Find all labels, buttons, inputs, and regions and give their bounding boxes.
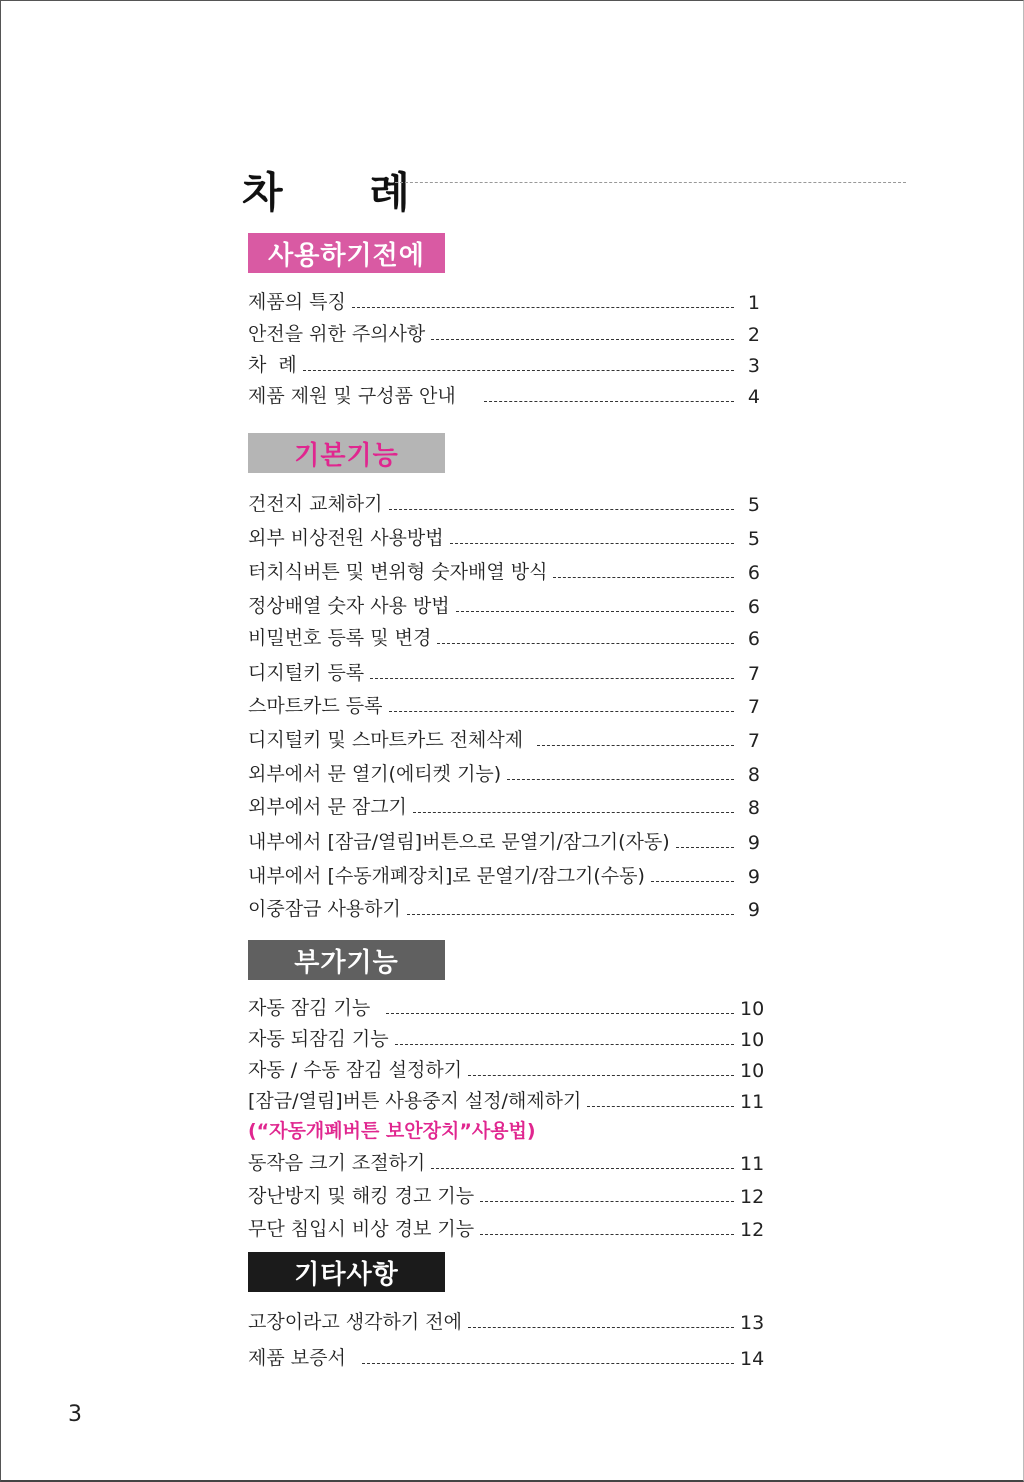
toc-row[interactable] — [248, 622, 760, 650]
toc-row[interactable] — [248, 590, 760, 618]
toc-leader — [507, 778, 734, 780]
toc-label: 제품 보증서 — [248, 1347, 346, 1369]
toc-page: 9 — [747, 866, 760, 888]
section-header-additional-functions: 부가기능 — [248, 940, 445, 980]
toc-label: 외부 비상전원 사용방법 — [248, 527, 444, 549]
page-title: 차 례 — [242, 168, 446, 217]
toc-label: 제품의 특징 — [248, 291, 346, 313]
toc-page: 9 — [747, 832, 760, 854]
toc-label: 차 례 — [248, 354, 297, 376]
toc-page: 5 — [747, 494, 760, 516]
toc-row[interactable] — [248, 657, 760, 685]
toc-label: 자동 / 수동 잠김 설정하기 — [248, 1059, 463, 1081]
toc-leader — [407, 913, 734, 915]
section-header-before-use: 사용하기전에 — [248, 233, 445, 273]
toc-label: 자동 잠김 기능 — [248, 997, 371, 1019]
toc-label: 자동 되잠김 기능 — [248, 1028, 389, 1050]
toc-label: 무단 침입시 비상 경보 기능 — [248, 1218, 475, 1240]
toc-page: 12 — [740, 1219, 765, 1241]
toc-label: 외부에서 문 열기(에티켓 기능) — [248, 763, 502, 785]
toc-label: 안전을 위한 주의사항 — [248, 323, 426, 345]
toc-row[interactable] — [248, 380, 760, 408]
toc-leader — [431, 338, 734, 340]
toc-page: 7 — [747, 696, 760, 718]
toc-label: [잠금/열림]버튼 사용중지 설정/해제하기 — [248, 1090, 582, 1112]
toc-leader — [386, 1012, 734, 1014]
toc-page: 6 — [747, 596, 760, 618]
toc-leader — [431, 1167, 734, 1169]
toc-row[interactable] — [248, 556, 760, 584]
toc-page: 6 — [747, 628, 760, 650]
toc-row[interactable] — [248, 724, 760, 752]
toc-leader — [468, 1074, 734, 1076]
toc-leader — [370, 677, 734, 679]
toc-row[interactable] — [248, 992, 765, 1020]
title-divider — [390, 182, 906, 183]
toc-label: 외부에서 문 잠그기 — [248, 796, 407, 818]
toc-page: 4 — [747, 386, 760, 408]
toc-row[interactable] — [248, 791, 760, 819]
toc-label: 동작음 크기 조절하기 — [248, 1152, 426, 1174]
toc-label: 스마트카드 등록 — [248, 695, 383, 717]
toc-label: 이중잠금 사용하기 — [248, 898, 401, 920]
toc-row[interactable] — [248, 1085, 765, 1113]
toc-leader — [450, 542, 734, 544]
toc-page: 7 — [747, 730, 760, 752]
toc-label: 내부에서 [수동개폐장치]로 문열기/잠그기(수동) — [248, 865, 645, 887]
toc-row[interactable] — [248, 860, 760, 888]
toc-leader — [553, 576, 734, 578]
toc-page: 8 — [747, 764, 760, 786]
toc-leader — [484, 400, 734, 402]
toc-page: 12 — [740, 1186, 765, 1208]
security-note: (“자동개폐버튼 보안장치”사용법) — [248, 1120, 536, 1142]
toc-row[interactable] — [248, 1213, 765, 1241]
toc-row[interactable] — [248, 758, 760, 786]
toc-row[interactable] — [248, 488, 760, 516]
toc-leader — [468, 1326, 734, 1328]
toc-row[interactable] — [248, 1306, 765, 1334]
toc-row[interactable] — [248, 1180, 765, 1208]
toc-leader — [395, 1043, 734, 1045]
toc-page: 11 — [740, 1091, 765, 1113]
toc-page: 10 — [740, 998, 765, 1020]
toc-leader — [362, 1362, 734, 1364]
toc-page: 10 — [740, 1060, 765, 1082]
toc-leader — [537, 744, 734, 746]
toc-label: 장난방지 및 해킹 경고 기능 — [248, 1185, 475, 1207]
toc-label: 디지털키 및 스마트카드 전체삭제 — [248, 729, 524, 751]
section-header-miscellaneous: 기타사항 — [248, 1252, 445, 1292]
toc-row[interactable] — [248, 318, 760, 346]
toc-label: 건전지 교체하기 — [248, 493, 383, 515]
toc-leader — [437, 642, 734, 644]
toc-leader — [413, 811, 734, 813]
section-header-basic-functions: 기본기능 — [248, 433, 445, 473]
toc-label: 디지털키 등록 — [248, 662, 365, 684]
toc-page: 1 — [747, 292, 760, 314]
toc-leader — [389, 710, 734, 712]
toc-page: 7 — [747, 663, 760, 685]
toc-page: 9 — [747, 899, 760, 921]
toc-page: 2 — [747, 324, 760, 346]
toc-leader — [303, 369, 734, 371]
toc-row[interactable] — [248, 1023, 765, 1051]
toc-label: 정상배열 숫자 사용 방법 — [248, 595, 450, 617]
toc-row[interactable] — [248, 893, 760, 921]
toc-leader — [456, 610, 734, 612]
toc-row[interactable] — [248, 522, 760, 550]
toc-page: 14 — [740, 1348, 765, 1370]
toc-leader — [480, 1200, 734, 1202]
toc-row[interactable] — [248, 286, 760, 314]
toc-row[interactable] — [248, 826, 760, 854]
toc-leader — [651, 880, 734, 882]
toc-leader — [587, 1105, 734, 1107]
toc-row[interactable] — [248, 1054, 765, 1082]
toc-leader — [480, 1233, 734, 1235]
toc-leader — [676, 846, 734, 848]
toc-page: 5 — [747, 528, 760, 550]
toc-row[interactable] — [248, 1147, 765, 1175]
toc-label: 고장이라고 생각하기 전에 — [248, 1311, 462, 1333]
toc-page: 10 — [740, 1029, 765, 1051]
toc-page: 13 — [740, 1312, 765, 1334]
toc-label: 터치식버튼 및 변위형 숫자배열 방식 — [248, 561, 548, 583]
toc-label: 비밀번호 등록 및 변경 — [248, 627, 432, 649]
toc-leader — [352, 306, 734, 308]
toc-page: 8 — [747, 797, 760, 819]
toc-page: 6 — [747, 562, 760, 584]
toc-label: 제품 제원 및 구성품 안내 — [248, 385, 456, 407]
toc-label: 내부에서 [잠금/열림]버튼으로 문열기/잠그기(자동) — [248, 831, 670, 853]
toc-page: 11 — [740, 1153, 765, 1175]
page-number: 3 — [68, 1402, 82, 1427]
toc-row[interactable] — [248, 1342, 765, 1370]
toc-page: 3 — [747, 355, 760, 377]
toc-row[interactable] — [248, 690, 760, 718]
toc-row[interactable] — [248, 349, 760, 377]
toc-leader — [389, 508, 734, 510]
